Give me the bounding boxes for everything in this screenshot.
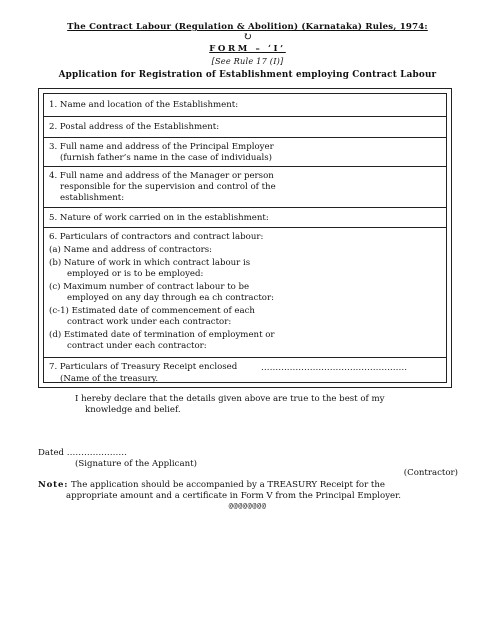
item-6d-line-1: (d) Estimated date of termination of employment or — [49, 330, 275, 340]
item-6b-line-2: employed or is to be employed: — [67, 269, 204, 279]
item-4-line-1: 4. Full name and address of the Manager or person — [49, 171, 274, 181]
declaration-line-1: I hereby declare that the details given above are true to the best of my — [75, 394, 385, 404]
item-7-line-2: (Name of the treasury. — [60, 374, 159, 384]
item-6c1-line-1: (c-1) Estimated date of commencement of each — [49, 306, 255, 316]
item-4-line-3: establishment: — [60, 193, 125, 203]
note-line-1 — [38, 480, 453, 491]
refresh-icon: ↻ — [242, 30, 253, 43]
note — [38, 480, 453, 502]
row-manager — [44, 167, 446, 208]
item-2-label: 2. Postal address of the Establishment: — [49, 122, 220, 132]
row-treasury-receipt — [44, 358, 446, 386]
item-4-line-2: responsible for the supervision and control of the — [60, 182, 276, 192]
row-nature-of-work — [44, 208, 446, 228]
item-3-line-2: (furnish father’s name in the case of individuals) — [60, 153, 272, 163]
rules-title: The Contract Labour (Regulation & Abolition) (Karnataka) Rules, 1974: — [67, 22, 428, 32]
item-6c-line-2: employed on any day through ea ch contractor: — [67, 293, 274, 303]
form-title: FORM – ‘I’ — [209, 44, 286, 54]
contractor-label: (Contractor) — [403, 468, 458, 478]
row-establishment-name — [44, 94, 446, 117]
dated-field: Dated ………………… — [38, 448, 127, 458]
item-7-label: 7. Particulars of Treasury Receipt enclosed — [49, 362, 238, 372]
row-contractors — [44, 228, 446, 358]
application-title: Application for Registration of Establishment employing Contract Labour — [58, 70, 437, 80]
item-5-label: 5. Nature of work carried on in the establishment: — [49, 213, 269, 223]
item-6b-line-1: (b) Nature of work in which contract labour is — [49, 258, 251, 268]
end-mark: @@@@@@@@ — [228, 502, 267, 510]
note-line-2: appropriate amount and a certificate in Form V from the Principal Employer. — [66, 491, 402, 501]
row-principal-employer — [44, 138, 446, 167]
row-postal-address — [44, 117, 446, 138]
note-text-1: The application should be accompanied by a TREASURY Receipt for the — [70, 480, 385, 490]
item-1-label: 1. Name and location of the Establishment: — [49, 100, 239, 110]
particulars-table — [38, 88, 452, 388]
declaration — [75, 394, 453, 416]
rule-reference: [See Rule 17 (I)] — [211, 56, 284, 66]
item-6c1-line-2: contract work under each contractor: — [67, 317, 232, 327]
item-6-label: 6. Particulars of contractors and contract labour: — [49, 232, 264, 242]
treasury-receipt-blank: …………………………………………… — [261, 363, 408, 373]
item-3-line-1: 3. Full name and address of the Principal Employer — [49, 142, 274, 152]
note-label: Note: — [38, 480, 69, 490]
item-6a-label: (a) Name and address of contractors: — [49, 245, 213, 255]
signature-label: (Signature of the Applicant) — [75, 459, 197, 469]
item-6d-line-2: contract under each contractor: — [67, 341, 207, 351]
particulars-table-inner — [43, 93, 447, 383]
item-6c-line-1: (c) Maximum number of contract labour to be — [49, 282, 250, 292]
declaration-line-2: knowledge and belief. — [85, 405, 181, 415]
